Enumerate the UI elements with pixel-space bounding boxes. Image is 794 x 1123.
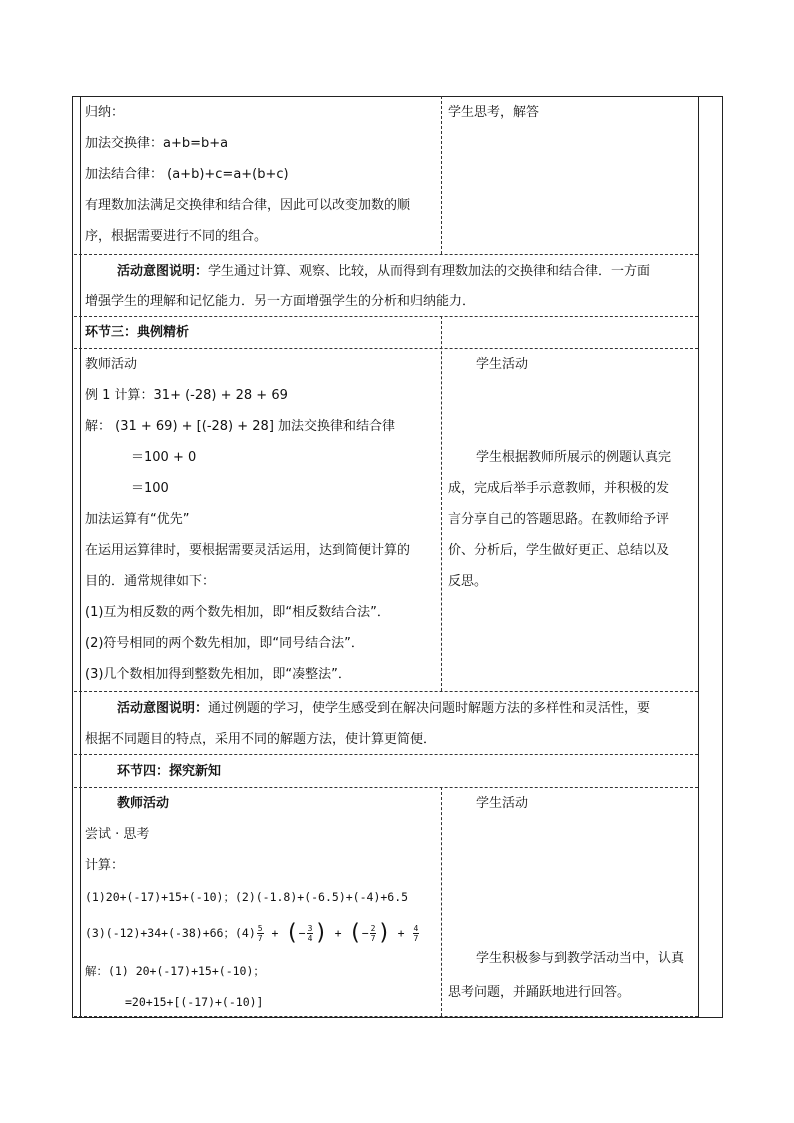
fraction: $\frac{4}{7}$ — [413, 924, 419, 943]
student-response: 学生思考，解答 — [448, 105, 540, 120]
student-activity-heading: 学生活动 — [476, 796, 529, 811]
summary-text-line: 序，根据需要进行不同的组合。 — [85, 229, 268, 244]
teacher-activity-heading: 教师活动 — [85, 357, 138, 372]
row-divider — [74, 348, 698, 349]
text-line: 在运用运算律时，要根据需要灵活运用，达到简便计算的 — [85, 543, 411, 558]
summary-heading: 归纳： — [85, 105, 125, 120]
student-activity-line: 反思。 — [448, 574, 488, 589]
row-divider — [74, 691, 698, 692]
intent-label: 活动意图说明： — [117, 264, 209, 279]
example-problem: 例 1 计算：31+ (-28) + 28 + 69 — [85, 388, 288, 403]
student-activity-line: 学生积极参与到教学活动当中，认真 — [476, 951, 685, 966]
column-divider — [441, 316, 442, 691]
student-activity-heading: 学生活动 — [476, 357, 529, 372]
calculate-label: 计算： — [85, 858, 125, 873]
row-divider — [74, 787, 698, 788]
intent-line: 根据不同题目的特点，采用不同的解题方法，使计算更简便． — [85, 732, 437, 747]
column-divider — [441, 787, 442, 1016]
intent-label: 活动意图说明： — [117, 701, 209, 716]
student-activity-line: 成，完成后举手示意教师，并积极的发 — [448, 481, 670, 496]
solution-line: 解： (31 + 69) + [(-28) + 28] 加法交换律和结合律 — [85, 419, 396, 434]
solution-line: ＝100 — [131, 481, 169, 496]
rule-item: (3)几个数相加得到整数先相加，即“凑整法”． — [85, 667, 351, 682]
student-activity-line: 思考问题，并踊跃地进行回答。 — [448, 985, 631, 1000]
rule-item: (2)符号相同的两个数先相加，即“同号结合法”． — [85, 636, 364, 651]
row-divider — [74, 316, 698, 317]
intent-line: 增强学生的理解和记忆能力．另一方面增强学生的分析和归纳能力． — [85, 294, 476, 309]
commutative-law: 加法交换律：a+b=b+a — [85, 136, 229, 151]
row-divider — [74, 254, 698, 255]
text-line: 加法运算有“优先” — [85, 512, 190, 527]
text-line: 目的．通常规律如下： — [85, 574, 216, 589]
solution-line: ＝100 + 0 — [131, 450, 197, 465]
fraction: $\frac{3}{4}$ — [307, 924, 313, 943]
solution-line: 解：(1) 20+(-17)+15+(-10)； — [85, 964, 265, 978]
exercise-line: (1)20+(-17)+15+(-10)；(2)(-1.8)+(-6.5)+(-4)+6.5 — [85, 890, 409, 904]
teacher-activity-heading: 教师活动 — [117, 796, 170, 811]
summary-text-line: 有理数加法满足交换律和结合律，因此可以改变加数的顺 — [85, 198, 411, 213]
column-divider — [441, 96, 442, 254]
section-heading-4: 环节四：探究新知 — [117, 764, 222, 779]
associative-law: 加法结合律： (a+b)+c=a+(b+c) — [85, 167, 289, 182]
section-heading-3: 环节三：典例精析 — [85, 325, 190, 340]
inner-right-border — [698, 96, 699, 1018]
solution-line: =20+15+[(-17)+(-10)] — [125, 995, 264, 1009]
try-think-label: 尝试 · 思考 — [85, 827, 150, 842]
student-activity-line: 言分享自己的答题思路。在教师给予评 — [448, 512, 670, 527]
rule-item: (1)互为相反数的两个数先相加，即“相反数结合法”． — [85, 605, 390, 620]
intent-line: 活动意图说明：通过例题的学习，使学生感受到在解决问题时解题方法的多样性和灵活性，要 — [117, 701, 651, 716]
student-activity-line: 学生根据教师所展示的例题认真完 — [476, 450, 672, 465]
row-divider — [74, 1016, 698, 1017]
exercise-line: (3)(-12)+34+(-38)+66；(4) $\frac{5}{7}$ + (− $\frac{3}{4}$ ) + (− $\frac{2}{7}$ ) + $\frac{4}{7}$ — [85, 920, 419, 946]
fraction: $\frac{2}{7}$ — [370, 924, 376, 943]
intent-line: 活动意图说明：学生通过计算、观察、比较，从而得到有理数加法的交换律和结合律．一方面 — [117, 264, 651, 279]
student-activity-line: 价、分析后，学生做好更正、总结以及 — [448, 543, 670, 558]
row-divider — [74, 754, 698, 755]
fraction: $\frac{5}{7}$ — [257, 924, 263, 943]
inner-left-border — [80, 96, 81, 1018]
